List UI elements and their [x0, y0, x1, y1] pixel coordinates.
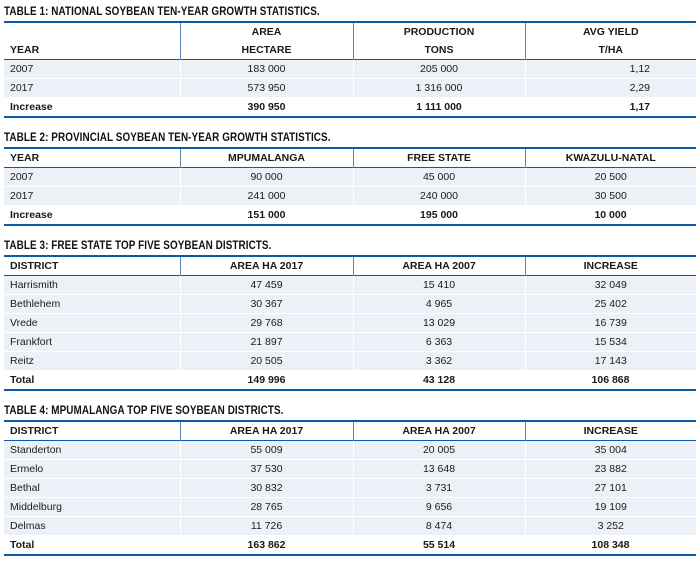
table-cell: Increase	[4, 206, 180, 226]
header-row	[4, 256, 696, 276]
table-cell: 55 514	[353, 536, 525, 556]
table-cell: 3 362	[353, 352, 525, 371]
table-cell: 2017	[4, 79, 180, 98]
table-cell: 240 000	[353, 187, 525, 206]
table-row	[4, 295, 696, 314]
table-cell: 30 367	[180, 295, 353, 314]
table-cell: 2017	[4, 187, 180, 206]
header-cell: MPUMALANGA	[180, 148, 353, 168]
table-cell: 241 000	[180, 187, 353, 206]
table-cell: 195 000	[353, 206, 525, 226]
table-cell: 106 868	[525, 371, 696, 391]
table-cell: Bethal	[4, 479, 180, 498]
table-cell: 21 897	[180, 333, 353, 352]
national-growth-table	[4, 21, 696, 118]
header-cell: INCREASE	[525, 421, 696, 441]
table-cell: 15 410	[353, 276, 525, 295]
header-row	[4, 148, 696, 168]
provincial-growth-table	[4, 147, 696, 226]
header-cell: HECTARE	[180, 41, 353, 60]
table-cell: Total	[4, 371, 180, 391]
total-row	[4, 206, 696, 226]
header-row-bottom	[4, 41, 696, 60]
table-cell: Increase	[4, 98, 180, 118]
table-cell: 1,12	[525, 60, 696, 79]
table-cell: 27 101	[525, 479, 696, 498]
table-cell: 20 505	[180, 352, 353, 371]
table-row	[4, 441, 696, 460]
table-cell: 32 049	[525, 276, 696, 295]
header-cell: TONS	[353, 41, 525, 60]
table-cell: 108 348	[525, 536, 696, 556]
table-row	[4, 479, 696, 498]
table-cell: 2007	[4, 60, 180, 79]
table-cell: 3 731	[353, 479, 525, 498]
table-cell: 90 000	[180, 168, 353, 187]
table-cell: Reitz	[4, 352, 180, 371]
table-cell: 10 000	[525, 206, 696, 226]
table-title: TABLE 4: MPUMALANGA TOP FIVE SOYBEAN DISTRICTS.	[4, 405, 284, 417]
header-cell: AREA HA 2017	[180, 421, 353, 441]
total-row	[4, 371, 696, 391]
header-cell: AREA HA 2007	[353, 421, 525, 441]
table-cell: 15 534	[525, 333, 696, 352]
table-cell: 35 004	[525, 441, 696, 460]
table-row	[4, 333, 696, 352]
table-row	[4, 314, 696, 333]
table-cell: Standerton	[4, 441, 180, 460]
table-cell: 55 009	[180, 441, 353, 460]
table-cell: Ermelo	[4, 460, 180, 479]
table-row	[4, 517, 696, 536]
table-cell: 1 111 000	[353, 98, 525, 118]
header-cell: AREA HA 2007	[353, 256, 525, 276]
table-3-block	[4, 238, 696, 391]
header-cell: INCREASE	[525, 256, 696, 276]
table-cell: 2,29	[525, 79, 696, 98]
table-cell: 205 000	[353, 60, 525, 79]
table-cell: 9 656	[353, 498, 525, 517]
table-cell: 4 965	[353, 295, 525, 314]
header-cell: YEAR	[10, 44, 40, 56]
table-cell: Delmas	[4, 517, 180, 536]
table-cell: 19 109	[525, 498, 696, 517]
table-cell: 45 000	[353, 168, 525, 187]
header-cell: AVG YIELD	[525, 22, 696, 41]
table-cell: Vrede	[4, 314, 180, 333]
table-row	[4, 187, 696, 206]
header-cell: YEAR	[10, 152, 40, 164]
table-cell: Frankfort	[4, 333, 180, 352]
table-cell: 20 005	[353, 441, 525, 460]
table-cell: 43 128	[353, 371, 525, 391]
table-row	[4, 352, 696, 371]
table-row	[4, 498, 696, 517]
table-row	[4, 168, 696, 187]
header-cell: AREA HA 2017	[180, 256, 353, 276]
table-cell: 23 882	[525, 460, 696, 479]
table-cell: 30 500	[525, 187, 696, 206]
header-cell: AREA	[180, 22, 353, 41]
table-cell: 37 530	[180, 460, 353, 479]
header-row-top	[4, 22, 696, 41]
header-row	[4, 421, 696, 441]
table-row	[4, 60, 696, 79]
table-row	[4, 79, 696, 98]
header-cell: T/HA	[525, 41, 696, 60]
table-cell: Middelburg	[4, 498, 180, 517]
table-cell: 30 832	[180, 479, 353, 498]
table-cell: 8 474	[353, 517, 525, 536]
table-1-block	[4, 4, 696, 118]
header-cell: DISTRICT	[10, 425, 59, 437]
table-cell: 13 029	[353, 314, 525, 333]
table-title: TABLE 2: PROVINCIAL SOYBEAN TEN-YEAR GROWTH STATISTICS.	[4, 132, 331, 144]
table-cell: 16 739	[525, 314, 696, 333]
table-cell: 573 950	[180, 79, 353, 98]
table-cell: 1 316 000	[353, 79, 525, 98]
table-cell: 3 252	[525, 517, 696, 536]
table-cell: Harrismith	[4, 276, 180, 295]
table-cell: 13 648	[353, 460, 525, 479]
header-cell: KWAZULU-NATAL	[525, 148, 696, 168]
mpumalanga-districts-table	[4, 420, 696, 556]
table-cell: 25 402	[525, 295, 696, 314]
total-row	[4, 536, 696, 556]
table-cell: 17 143	[525, 352, 696, 371]
table-cell: 6 363	[353, 333, 525, 352]
table-cell: 11 726	[180, 517, 353, 536]
header-cell: FREE STATE	[353, 148, 525, 168]
table-cell: 47 459	[180, 276, 353, 295]
table-cell: 149 996	[180, 371, 353, 391]
free-state-districts-table	[4, 255, 696, 391]
table-cell: 29 768	[180, 314, 353, 333]
table-cell: 2007	[4, 168, 180, 187]
header-cell	[4, 22, 180, 41]
table-cell: 20 500	[525, 168, 696, 187]
table-title: TABLE 3: FREE STATE TOP FIVE SOYBEAN DISTRICTS.	[4, 240, 272, 252]
table-cell: 390 950	[180, 98, 353, 118]
table-2-block	[4, 130, 696, 226]
table-cell: 1,17	[525, 98, 696, 118]
total-row	[4, 98, 696, 118]
table-cell: Total	[4, 536, 180, 556]
table-cell: 183 000	[180, 60, 353, 79]
header-cell: DISTRICT	[10, 260, 59, 272]
table-title: TABLE 1: NATIONAL SOYBEAN TEN-YEAR GROWTH STATISTICS.	[4, 6, 320, 18]
table-cell: 163 862	[180, 536, 353, 556]
table-cell: 28 765	[180, 498, 353, 517]
table-row	[4, 460, 696, 479]
table-cell: 151 000	[180, 206, 353, 226]
table-cell: Bethlehem	[4, 295, 180, 314]
header-cell: PRODUCTION	[353, 22, 525, 41]
table-row	[4, 276, 696, 295]
table-4-block	[4, 403, 696, 556]
